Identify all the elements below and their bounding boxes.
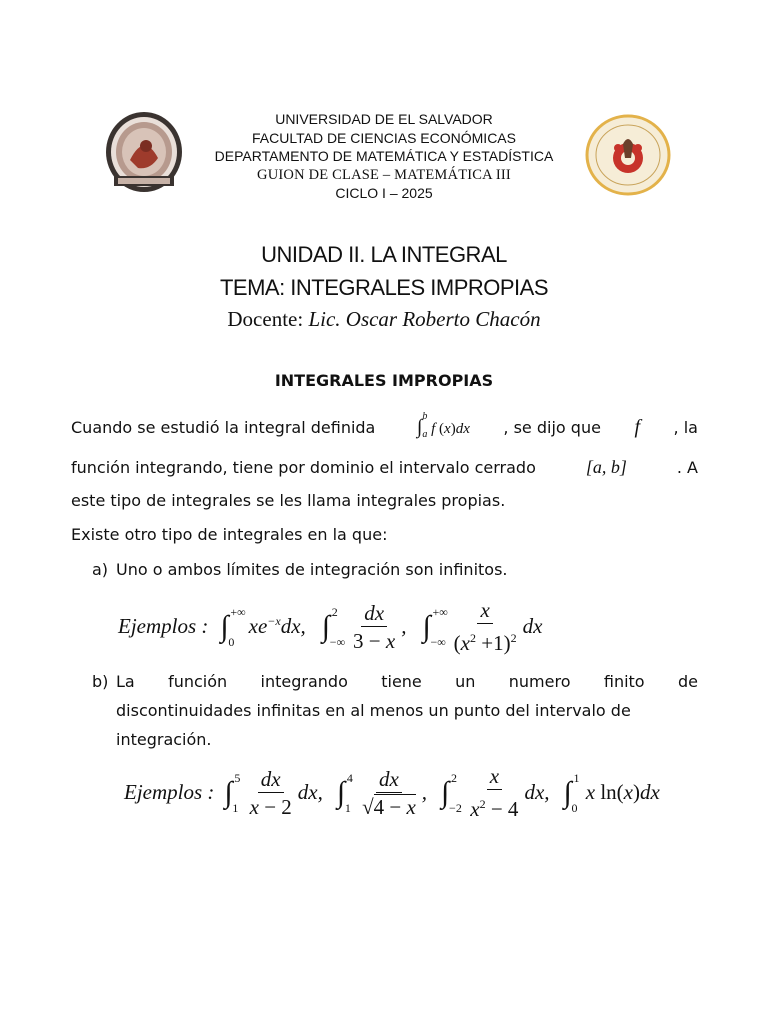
- item-a-text: Uno o ambos límites de integración son infinitos.: [116, 560, 508, 579]
- university-name: UNIVERSIDAD DE EL SALVADOR: [275, 111, 493, 127]
- section-title: INTEGRALES IMPROPIAS: [274, 371, 494, 390]
- intro-text-1: Cuando se estudió la integral definida: [71, 418, 376, 437]
- docente-line: [0, 304, 768, 334]
- item-a-marker: a): [92, 560, 109, 579]
- unit-title: UNIDAD II. LA INTEGRAL: [261, 242, 507, 267]
- intro-paragraph: [71, 408, 698, 517]
- integral-b3: ∫ 2 −2: [441, 770, 462, 815]
- integral-b1: ∫ 5 1: [224, 770, 241, 815]
- docente-name: Lic. Oscar Roberto Chacón: [308, 307, 541, 331]
- examples-label-b: Ejemplos :: [124, 780, 215, 804]
- intro-line-3: este tipo de integrales se les llama integrales propias.: [71, 491, 506, 510]
- list-item-a: [92, 555, 698, 584]
- intro-line-1: [71, 408, 698, 451]
- integral-a1: ∫ +∞ 0: [220, 604, 246, 649]
- item-b-line-3: integración.: [116, 730, 212, 749]
- item-b-text: [116, 667, 698, 754]
- title-block: [0, 238, 768, 334]
- intro-text-3: , la: [673, 418, 698, 437]
- intro-text-5: . A: [676, 458, 698, 477]
- second-paragraph: Existe otro tipo de integrales en la que:: [71, 525, 388, 544]
- integral-b4: ∫ 1 0: [563, 770, 580, 815]
- list-item-b: [92, 667, 698, 754]
- class-guide-title: GUION DE CLASE – MATEMÁTICA III: [257, 166, 511, 183]
- examples-row-a: Ejemplos : ∫ +∞ 0 $xe^{-x}dx$, ∫ 2 −∞ $\frac{dx}{3 - x}$ , ∫ +∞ −∞ $\frac{x}{(x^2 +1)^2}$ dx: [118, 598, 543, 655]
- interval-formula: [a, b]: [585, 457, 627, 477]
- integral-a3: ∫ +∞ −∞: [422, 604, 448, 649]
- faculty-name: FACULTAD DE CIENCIAS ECONÓMICAS: [252, 129, 516, 146]
- cycle-label: CICLO I – 2025: [335, 185, 433, 201]
- integral-b2: ∫ 4 1: [336, 770, 353, 815]
- item-b-line-2: discontinuidades infinitas en al menos un punto del intervalo de: [116, 701, 631, 720]
- integral-a2: ∫ 2 −∞: [321, 604, 346, 649]
- intro-text-4: función integrando, tiene por dominio el intervalo cerrado: [71, 458, 536, 477]
- department-name: DEPARTAMENTO DE MATEMÁTICA Y ESTADÍSTICA: [214, 148, 554, 164]
- f-symbol: f: [634, 416, 641, 438]
- document-header: [0, 110, 768, 203]
- item-b-marker: b): [92, 672, 109, 691]
- definite-integral-formula: ∫$^b_a$ f (x)dx: [416, 411, 470, 440]
- examples-label-a: Ejemplos :: [118, 614, 209, 638]
- intro-text-2: , se dijo que: [503, 418, 601, 437]
- examples-row-b: Ejemplos : ∫ 5 1 $\frac{dx}{x - 2}$ dx, ∫ 4 1 $\frac{dx}{√4 - x}$ , ∫ 2 −2 $\frac{x}{x^2 - 4}$ dx, ∫ 1 0 x ln(x)dx: [124, 764, 660, 821]
- intro-line-2: [71, 451, 698, 484]
- item-b-line-1: La función integrando tiene un numero finito de: [116, 672, 698, 691]
- topic-title: TEMA: INTEGRALES IMPROPIAS: [219, 275, 549, 300]
- docente-label: Docente:: [227, 307, 304, 331]
